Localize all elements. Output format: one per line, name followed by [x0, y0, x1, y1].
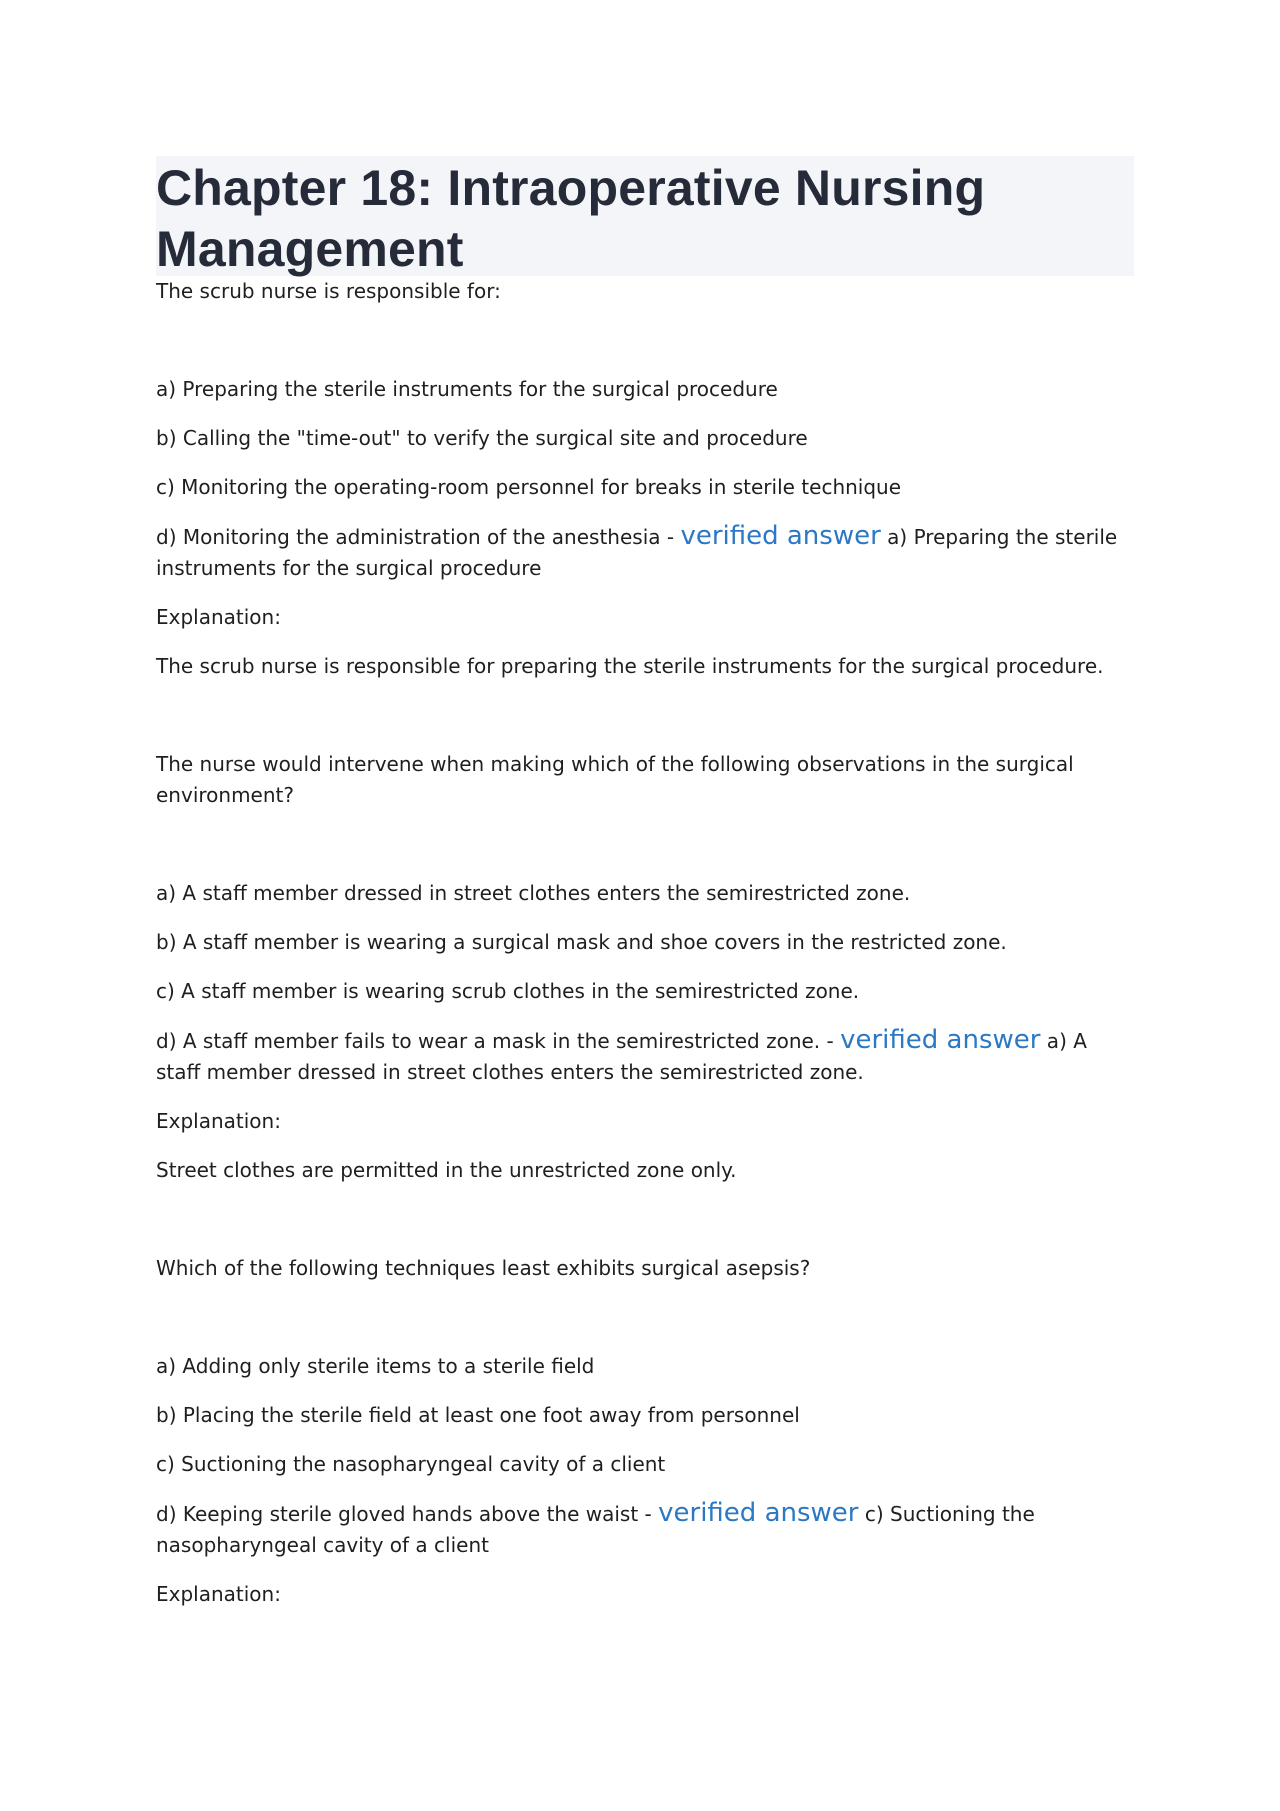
answer-text: a) Preparing the sterile instruments for the surgical procedure	[156, 525, 1118, 580]
option-b: b) A staff member is wearing a surgical mask and shoe covers in the restricted zone.	[156, 930, 1007, 954]
option-c: c) A staff member is wearing scrub clothes in the semirestricted zone.	[156, 979, 860, 1003]
option-d: d) A staff member fails to wear a mask in the semirestricted zone. -	[156, 1029, 841, 1053]
option-d-with-answer	[156, 1025, 1134, 1088]
option-a: a) Preparing the sterile instruments for the surgical procedure	[156, 377, 778, 401]
option-d-with-answer	[156, 521, 1134, 584]
explanation-label: Explanation:	[156, 605, 281, 629]
question-block-2	[156, 749, 1134, 1186]
option-d: d) Keeping sterile gloved hands above the waist -	[156, 1502, 659, 1526]
option-d: d) Monitoring the administration of the anesthesia -	[156, 525, 681, 549]
page-title: Chapter 18: Intraoperative Nursing Management	[156, 160, 986, 277]
explanation-text: Street clothes are permitted in the unrestricted zone only.	[156, 1158, 737, 1182]
question-text: Which of the following techniques least exhibits surgical asepsis?	[156, 1256, 811, 1280]
verified-answer-label: verified answer	[658, 1498, 859, 1528]
option-b: b) Placing the sterile field at least one foot away from personnel	[156, 1403, 800, 1427]
answer-text: a) A staff member dressed in street clothes enters the semirestricted zone.	[156, 1029, 1087, 1084]
option-c: c) Suctioning the nasopharyngeal cavity of a client	[156, 1452, 666, 1476]
option-d-with-answer	[156, 1498, 1134, 1561]
verified-answer-label: verified answer	[680, 521, 881, 551]
verified-answer-label: verified answer	[840, 1025, 1041, 1055]
explanation-text: The scrub nurse is responsible for preparing the sterile instruments for the surgical procedure.	[156, 654, 1104, 678]
option-a: a) Adding only sterile items to a sterile field	[156, 1354, 595, 1378]
answer-text: c) Suctioning the nasopharyngeal cavity of a client	[156, 1502, 1035, 1557]
question-block-3	[156, 1253, 1134, 1610]
title-block	[156, 156, 1134, 276]
question-text: The nurse would intervene when making which of the following observations in the surgical environment?	[156, 752, 1074, 807]
option-b: b) Calling the "time-out" to verify the surgical site and procedure	[156, 426, 808, 450]
question-text: The scrub nurse is responsible for:	[156, 279, 501, 303]
explanation-label: Explanation:	[156, 1582, 281, 1606]
document-page	[156, 156, 1134, 1610]
explanation-label: Explanation:	[156, 1109, 281, 1133]
option-a: a) A staff member dressed in street clothes enters the semirestricted zone.	[156, 881, 911, 905]
option-c: c) Monitoring the operating-room personnel for breaks in sterile technique	[156, 475, 902, 499]
question-block-1	[156, 276, 1134, 682]
